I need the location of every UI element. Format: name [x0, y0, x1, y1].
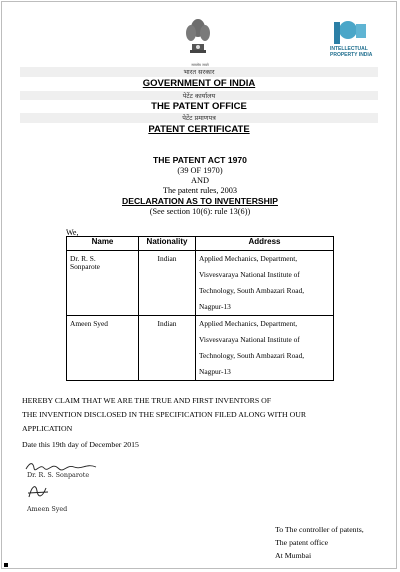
recipient-line: At Mumbai	[275, 551, 312, 560]
inventor-nationality: Indian	[139, 251, 196, 316]
inventors-table	[66, 236, 334, 381]
national-emblem-icon	[181, 14, 215, 64]
ip-logo-text	[330, 47, 372, 58]
table-row	[67, 316, 334, 381]
inventor-name	[67, 251, 139, 316]
inventor-name	[67, 316, 139, 381]
column-header-address: Address	[196, 237, 334, 251]
signature-1-name: Dr. R. S. Sonparote	[27, 471, 90, 479]
inventor-address	[196, 251, 334, 316]
we-label: We,	[66, 228, 79, 237]
certificate-text: PATENT CERTIFICATE	[148, 124, 250, 135]
address-line: Applied Mechanics, Department,	[199, 319, 298, 328]
act-number: (39 OF 1970)	[177, 166, 223, 175]
signature-2-mark	[26, 482, 50, 500]
claim-line: HEREBY CLAIM THAT WE ARE THE TRUE AND FIRST INVENTORS OF	[22, 396, 272, 405]
certificate-heading	[20, 123, 378, 137]
act-rules: The patent rules, 2003	[162, 186, 238, 195]
address-line: Nagpur-13	[199, 367, 231, 376]
address-line: Technology, South Ambazari Road,	[199, 286, 305, 295]
inventor-name-line: Dr. R. S.	[70, 254, 96, 263]
address-line: Applied Mechanics, Department,	[199, 254, 298, 263]
inventor-address	[196, 316, 334, 381]
government-heading	[20, 77, 378, 91]
column-header-nationality: Nationality	[139, 237, 196, 251]
corner-mark	[4, 563, 8, 567]
claim-line: APPLICATION	[22, 424, 73, 433]
address-line: Visvesvaraya National Institute of	[199, 335, 300, 344]
inventor-name-line: Ameen Syed	[70, 319, 108, 328]
address-line: Nagpur-13	[199, 302, 231, 311]
act-title: THE PATENT ACT 1970	[153, 155, 247, 165]
column-header-name: Name	[67, 237, 139, 251]
section-reference: (See section 10(6): rule 13(6))	[149, 207, 251, 216]
act-and: AND	[191, 176, 209, 185]
ip-logo-line2: PROPERTY INDIA	[330, 51, 373, 58]
declaration-text: DECLARATION AS TO INVENTERSHIP	[122, 196, 278, 206]
ip-logo-line1: INTELLECTUAL	[330, 46, 368, 52]
emblem-caption: सत्यमेव जयते	[191, 63, 209, 67]
hindi-certificate: पेटेंट प्रमाणपत्र	[20, 113, 378, 123]
address-line: Visvesvaraya National Institute of	[199, 270, 300, 279]
claim-line: THE INVENTION DISCLOSED IN THE SPECIFICATION FILED ALONG WITH OUR	[22, 410, 307, 419]
address-line: Technology, South Ambazari Road,	[199, 351, 305, 360]
government-text: GOVERNMENT OF INDIA	[142, 78, 256, 89]
hindi-patent-office: पेटेंट कार्यालय	[20, 91, 378, 101]
patent-office-heading: THE PATENT OFFICE	[20, 100, 378, 114]
recipient-line: To The controller of patents,	[275, 525, 364, 534]
hindi-government: भारत सरकार	[20, 67, 378, 77]
inventor-nationality: Indian	[139, 316, 196, 381]
declaration-date: Date this 19th day of December 2015	[22, 440, 139, 449]
inventor-name-line: Sonparote	[70, 262, 100, 271]
recipient-line: The patent office	[275, 538, 329, 547]
declaration-heading	[0, 196, 400, 206]
table-header-row	[67, 237, 334, 251]
table-row	[67, 251, 334, 316]
signature-2-name: Ameen Syed	[27, 505, 68, 513]
intellectual-property-india-logo-icon	[326, 18, 384, 66]
